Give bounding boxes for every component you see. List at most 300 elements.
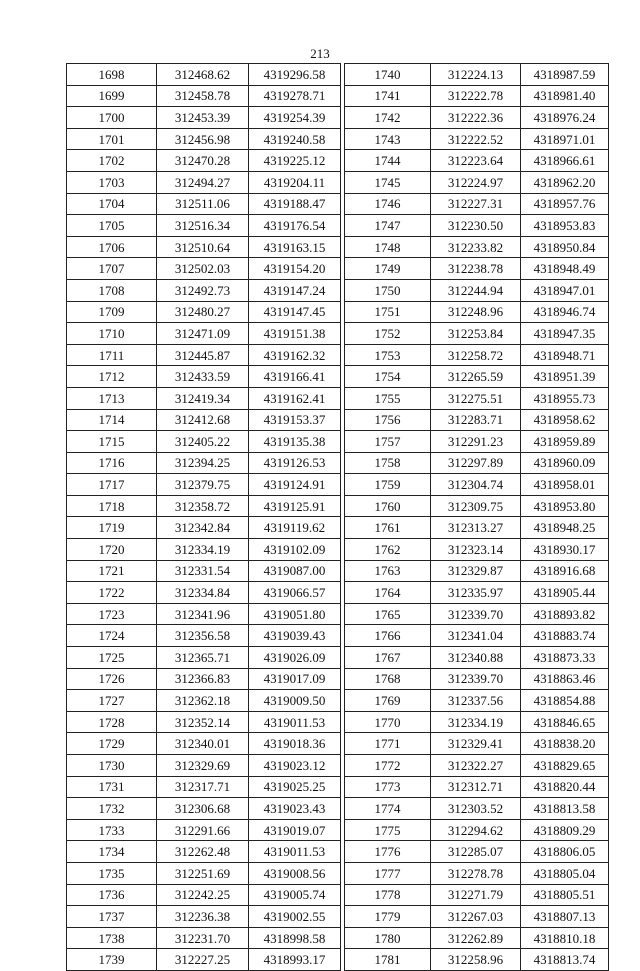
point-number-cell: 1713 bbox=[67, 387, 157, 409]
table-row bbox=[67, 949, 341, 971]
y-coordinate-cell: 4319163.15 bbox=[249, 236, 341, 258]
y-coordinate-cell: 4318946.74 bbox=[521, 301, 609, 323]
x-coordinate-cell: 312329.41 bbox=[431, 733, 521, 755]
x-coordinate-cell: 312317.71 bbox=[157, 776, 249, 798]
coordinates-table-right-body bbox=[345, 64, 609, 971]
x-coordinate-cell: 312267.03 bbox=[431, 906, 521, 928]
y-coordinate-cell: 4319011.53 bbox=[249, 711, 341, 733]
y-coordinate-cell: 4319008.56 bbox=[249, 862, 341, 884]
x-coordinate-cell: 312309.75 bbox=[431, 495, 521, 517]
x-coordinate-cell: 312339.70 bbox=[431, 668, 521, 690]
y-coordinate-cell: 4319154.20 bbox=[249, 258, 341, 280]
x-coordinate-cell: 312262.48 bbox=[157, 841, 249, 863]
table-row bbox=[67, 884, 341, 906]
point-number-cell: 1759 bbox=[345, 474, 431, 496]
x-coordinate-cell: 312471.09 bbox=[157, 323, 249, 345]
x-coordinate-cell: 312323.14 bbox=[431, 539, 521, 561]
table-row bbox=[67, 193, 341, 215]
table-row bbox=[345, 64, 609, 86]
y-coordinate-cell: 4318805.04 bbox=[521, 862, 609, 884]
point-number-cell: 1762 bbox=[345, 539, 431, 561]
x-coordinate-cell: 312313.27 bbox=[431, 517, 521, 539]
table-row bbox=[67, 171, 341, 193]
table-row bbox=[67, 236, 341, 258]
x-coordinate-cell: 312303.52 bbox=[431, 798, 521, 820]
y-coordinate-cell: 4318930.17 bbox=[521, 539, 609, 561]
point-number-cell: 1705 bbox=[67, 215, 157, 237]
table-row bbox=[345, 539, 609, 561]
y-coordinate-cell: 4318962.20 bbox=[521, 171, 609, 193]
y-coordinate-cell: 4318820.44 bbox=[521, 776, 609, 798]
x-coordinate-cell: 312335.97 bbox=[431, 582, 521, 604]
x-coordinate-cell: 312362.18 bbox=[157, 690, 249, 712]
y-coordinate-cell: 4318981.40 bbox=[521, 85, 609, 107]
x-coordinate-cell: 312419.34 bbox=[157, 387, 249, 409]
x-coordinate-cell: 312480.27 bbox=[157, 301, 249, 323]
x-coordinate-cell: 312329.69 bbox=[157, 755, 249, 777]
point-number-cell: 1757 bbox=[345, 431, 431, 453]
x-coordinate-cell: 312224.13 bbox=[431, 64, 521, 86]
table-row bbox=[345, 150, 609, 172]
point-number-cell: 1710 bbox=[67, 323, 157, 345]
x-coordinate-cell: 312306.68 bbox=[157, 798, 249, 820]
y-coordinate-cell: 4319124.91 bbox=[249, 474, 341, 496]
x-coordinate-cell: 312223.64 bbox=[431, 150, 521, 172]
x-coordinate-cell: 312238.78 bbox=[431, 258, 521, 280]
table-row bbox=[345, 755, 609, 777]
point-number-cell: 1780 bbox=[345, 927, 431, 949]
x-coordinate-cell: 312341.96 bbox=[157, 603, 249, 625]
table-row bbox=[345, 625, 609, 647]
table-row bbox=[67, 927, 341, 949]
x-coordinate-cell: 312470.28 bbox=[157, 150, 249, 172]
x-coordinate-cell: 312224.97 bbox=[431, 171, 521, 193]
table-row bbox=[67, 474, 341, 496]
y-coordinate-cell: 4319296.58 bbox=[249, 64, 341, 86]
table-row bbox=[345, 647, 609, 669]
table-row bbox=[67, 798, 341, 820]
x-coordinate-cell: 312294.62 bbox=[431, 819, 521, 841]
y-coordinate-cell: 4319018.36 bbox=[249, 733, 341, 755]
point-number-cell: 1745 bbox=[345, 171, 431, 193]
point-number-cell: 1750 bbox=[345, 279, 431, 301]
table-row bbox=[67, 668, 341, 690]
table-row bbox=[67, 150, 341, 172]
x-coordinate-cell: 312334.19 bbox=[431, 711, 521, 733]
table-row bbox=[67, 279, 341, 301]
point-number-cell: 1763 bbox=[345, 560, 431, 582]
x-coordinate-cell: 312365.71 bbox=[157, 647, 249, 669]
point-number-cell: 1708 bbox=[67, 279, 157, 301]
x-coordinate-cell: 312271.79 bbox=[431, 884, 521, 906]
y-coordinate-cell: 4318958.62 bbox=[521, 409, 609, 431]
point-number-cell: 1778 bbox=[345, 884, 431, 906]
y-coordinate-cell: 4318948.25 bbox=[521, 517, 609, 539]
point-number-cell: 1752 bbox=[345, 323, 431, 345]
y-coordinate-cell: 4319102.09 bbox=[249, 539, 341, 561]
x-coordinate-cell: 312342.84 bbox=[157, 517, 249, 539]
table-row bbox=[345, 495, 609, 517]
point-number-cell: 1729 bbox=[67, 733, 157, 755]
table-row bbox=[345, 387, 609, 409]
table-row bbox=[67, 862, 341, 884]
point-number-cell: 1776 bbox=[345, 841, 431, 863]
x-coordinate-cell: 312265.59 bbox=[431, 366, 521, 388]
x-coordinate-cell: 312358.72 bbox=[157, 495, 249, 517]
point-number-cell: 1732 bbox=[67, 798, 157, 820]
point-number-cell: 1738 bbox=[67, 927, 157, 949]
point-number-cell: 1733 bbox=[67, 819, 157, 841]
table-row bbox=[67, 755, 341, 777]
x-coordinate-cell: 312453.39 bbox=[157, 107, 249, 129]
table-row bbox=[67, 819, 341, 841]
table-row bbox=[345, 906, 609, 928]
y-coordinate-cell: 4318893.82 bbox=[521, 603, 609, 625]
point-number-cell: 1728 bbox=[67, 711, 157, 733]
x-coordinate-cell: 312356.58 bbox=[157, 625, 249, 647]
y-coordinate-cell: 4318905.44 bbox=[521, 582, 609, 604]
point-number-cell: 1764 bbox=[345, 582, 431, 604]
y-coordinate-cell: 4318957.76 bbox=[521, 193, 609, 215]
x-coordinate-cell: 312230.50 bbox=[431, 215, 521, 237]
table-row bbox=[345, 323, 609, 345]
y-coordinate-cell: 4318976.24 bbox=[521, 107, 609, 129]
x-coordinate-cell: 312312.71 bbox=[431, 776, 521, 798]
point-number-cell: 1777 bbox=[345, 862, 431, 884]
point-number-cell: 1766 bbox=[345, 625, 431, 647]
point-number-cell: 1724 bbox=[67, 625, 157, 647]
y-coordinate-cell: 4319225.12 bbox=[249, 150, 341, 172]
x-coordinate-cell: 312291.66 bbox=[157, 819, 249, 841]
point-number-cell: 1761 bbox=[345, 517, 431, 539]
x-coordinate-cell: 312492.73 bbox=[157, 279, 249, 301]
table-row bbox=[67, 128, 341, 150]
y-coordinate-cell: 4319162.32 bbox=[249, 344, 341, 366]
x-coordinate-cell: 312304.74 bbox=[431, 474, 521, 496]
point-number-cell: 1742 bbox=[345, 107, 431, 129]
y-coordinate-cell: 4319176.54 bbox=[249, 215, 341, 237]
y-coordinate-cell: 4319162.41 bbox=[249, 387, 341, 409]
point-number-cell: 1747 bbox=[345, 215, 431, 237]
y-coordinate-cell: 4318806.05 bbox=[521, 841, 609, 863]
point-number-cell: 1753 bbox=[345, 344, 431, 366]
y-coordinate-cell: 4319005.74 bbox=[249, 884, 341, 906]
y-coordinate-cell: 4318998.58 bbox=[249, 927, 341, 949]
x-coordinate-cell: 312244.94 bbox=[431, 279, 521, 301]
y-coordinate-cell: 4319023.12 bbox=[249, 755, 341, 777]
y-coordinate-cell: 4318916.68 bbox=[521, 560, 609, 582]
y-coordinate-cell: 4319039.43 bbox=[249, 625, 341, 647]
x-coordinate-cell: 312394.25 bbox=[157, 452, 249, 474]
y-coordinate-cell: 4319125.91 bbox=[249, 495, 341, 517]
table-row bbox=[67, 603, 341, 625]
y-coordinate-cell: 4318987.59 bbox=[521, 64, 609, 86]
table-row bbox=[67, 452, 341, 474]
table-row bbox=[67, 539, 341, 561]
table-row bbox=[345, 193, 609, 215]
y-coordinate-cell: 4318813.58 bbox=[521, 798, 609, 820]
x-coordinate-cell: 312231.70 bbox=[157, 927, 249, 949]
x-coordinate-cell: 312340.88 bbox=[431, 647, 521, 669]
table-row bbox=[67, 495, 341, 517]
point-number-cell: 1774 bbox=[345, 798, 431, 820]
point-number-cell: 1744 bbox=[345, 150, 431, 172]
table-row bbox=[67, 776, 341, 798]
table-row bbox=[67, 215, 341, 237]
x-coordinate-cell: 312456.98 bbox=[157, 128, 249, 150]
y-coordinate-cell: 4319126.53 bbox=[249, 452, 341, 474]
point-number-cell: 1773 bbox=[345, 776, 431, 798]
y-coordinate-cell: 4318958.01 bbox=[521, 474, 609, 496]
point-number-cell: 1772 bbox=[345, 755, 431, 777]
y-coordinate-cell: 4319254.39 bbox=[249, 107, 341, 129]
point-number-cell: 1727 bbox=[67, 690, 157, 712]
x-coordinate-cell: 312278.78 bbox=[431, 862, 521, 884]
point-number-cell: 1726 bbox=[67, 668, 157, 690]
y-coordinate-cell: 4318948.49 bbox=[521, 258, 609, 280]
x-coordinate-cell: 312297.89 bbox=[431, 452, 521, 474]
table-row bbox=[345, 582, 609, 604]
point-number-cell: 1779 bbox=[345, 906, 431, 928]
table-row bbox=[67, 366, 341, 388]
point-number-cell: 1765 bbox=[345, 603, 431, 625]
point-number-cell: 1701 bbox=[67, 128, 157, 150]
y-coordinate-cell: 4318809.29 bbox=[521, 819, 609, 841]
table-row bbox=[67, 560, 341, 582]
point-number-cell: 1754 bbox=[345, 366, 431, 388]
y-coordinate-cell: 4318863.46 bbox=[521, 668, 609, 690]
y-coordinate-cell: 4319153.37 bbox=[249, 409, 341, 431]
table-row bbox=[67, 690, 341, 712]
x-coordinate-cell: 312283.71 bbox=[431, 409, 521, 431]
y-coordinate-cell: 4318966.61 bbox=[521, 150, 609, 172]
y-coordinate-cell: 4319278.71 bbox=[249, 85, 341, 107]
table-row bbox=[345, 603, 609, 625]
point-number-cell: 1768 bbox=[345, 668, 431, 690]
y-coordinate-cell: 4319166.41 bbox=[249, 366, 341, 388]
y-coordinate-cell: 4319204.11 bbox=[249, 171, 341, 193]
x-coordinate-cell: 312258.96 bbox=[431, 949, 521, 971]
x-coordinate-cell: 312222.52 bbox=[431, 128, 521, 150]
table-row bbox=[67, 387, 341, 409]
y-coordinate-cell: 4319017.09 bbox=[249, 668, 341, 690]
point-number-cell: 1755 bbox=[345, 387, 431, 409]
point-number-cell: 1725 bbox=[67, 647, 157, 669]
table-row bbox=[67, 85, 341, 107]
y-coordinate-cell: 4318813.74 bbox=[521, 949, 609, 971]
x-coordinate-cell: 312352.14 bbox=[157, 711, 249, 733]
y-coordinate-cell: 4318854.88 bbox=[521, 690, 609, 712]
point-number-cell: 1700 bbox=[67, 107, 157, 129]
table-row bbox=[345, 258, 609, 280]
point-number-cell: 1781 bbox=[345, 949, 431, 971]
table-row bbox=[345, 690, 609, 712]
x-coordinate-cell: 312285.07 bbox=[431, 841, 521, 863]
x-coordinate-cell: 312222.36 bbox=[431, 107, 521, 129]
y-coordinate-cell: 4318950.84 bbox=[521, 236, 609, 258]
y-coordinate-cell: 4318955.73 bbox=[521, 387, 609, 409]
x-coordinate-cell: 312340.01 bbox=[157, 733, 249, 755]
x-coordinate-cell: 312275.51 bbox=[431, 387, 521, 409]
x-coordinate-cell: 312258.72 bbox=[431, 344, 521, 366]
point-number-cell: 1730 bbox=[67, 755, 157, 777]
point-number-cell: 1716 bbox=[67, 452, 157, 474]
y-coordinate-cell: 4318810.18 bbox=[521, 927, 609, 949]
table-row bbox=[67, 711, 341, 733]
y-coordinate-cell: 4319066.57 bbox=[249, 582, 341, 604]
y-coordinate-cell: 4318993.17 bbox=[249, 949, 341, 971]
y-coordinate-cell: 4318883.74 bbox=[521, 625, 609, 647]
table-row bbox=[345, 668, 609, 690]
table-row bbox=[67, 647, 341, 669]
x-coordinate-cell: 312379.75 bbox=[157, 474, 249, 496]
x-coordinate-cell: 312405.22 bbox=[157, 431, 249, 453]
table-row bbox=[345, 474, 609, 496]
coordinates-table-left bbox=[66, 63, 341, 971]
y-coordinate-cell: 4319023.43 bbox=[249, 798, 341, 820]
table-row bbox=[67, 625, 341, 647]
point-number-cell: 1743 bbox=[345, 128, 431, 150]
y-coordinate-cell: 4319002.55 bbox=[249, 906, 341, 928]
table-row bbox=[67, 344, 341, 366]
x-coordinate-cell: 312502.03 bbox=[157, 258, 249, 280]
point-number-cell: 1722 bbox=[67, 582, 157, 604]
point-number-cell: 1767 bbox=[345, 647, 431, 669]
point-number-cell: 1760 bbox=[345, 495, 431, 517]
point-number-cell: 1720 bbox=[67, 539, 157, 561]
table-row bbox=[67, 409, 341, 431]
table-row bbox=[345, 862, 609, 884]
table-row bbox=[345, 236, 609, 258]
x-coordinate-cell: 312227.25 bbox=[157, 949, 249, 971]
x-coordinate-cell: 312511.06 bbox=[157, 193, 249, 215]
table-row bbox=[345, 819, 609, 841]
y-coordinate-cell: 4319087.00 bbox=[249, 560, 341, 582]
y-coordinate-cell: 4318948.71 bbox=[521, 344, 609, 366]
table-row bbox=[67, 582, 341, 604]
table-row bbox=[345, 215, 609, 237]
x-coordinate-cell: 312248.96 bbox=[431, 301, 521, 323]
table-row bbox=[345, 431, 609, 453]
x-coordinate-cell: 312262.89 bbox=[431, 927, 521, 949]
x-coordinate-cell: 312222.78 bbox=[431, 85, 521, 107]
x-coordinate-cell: 312331.54 bbox=[157, 560, 249, 582]
x-coordinate-cell: 312291.23 bbox=[431, 431, 521, 453]
point-number-cell: 1711 bbox=[67, 344, 157, 366]
point-number-cell: 1704 bbox=[67, 193, 157, 215]
y-coordinate-cell: 4318971.01 bbox=[521, 128, 609, 150]
y-coordinate-cell: 4318951.39 bbox=[521, 366, 609, 388]
x-coordinate-cell: 312468.62 bbox=[157, 64, 249, 86]
point-number-cell: 1707 bbox=[67, 258, 157, 280]
x-coordinate-cell: 312494.27 bbox=[157, 171, 249, 193]
point-number-cell: 1758 bbox=[345, 452, 431, 474]
y-coordinate-cell: 4318807.13 bbox=[521, 906, 609, 928]
table-row bbox=[67, 431, 341, 453]
table-row bbox=[345, 949, 609, 971]
y-coordinate-cell: 4319051.80 bbox=[249, 603, 341, 625]
point-number-cell: 1737 bbox=[67, 906, 157, 928]
table-row bbox=[345, 517, 609, 539]
x-coordinate-cell: 312458.78 bbox=[157, 85, 249, 107]
point-number-cell: 1702 bbox=[67, 150, 157, 172]
table-row bbox=[345, 711, 609, 733]
y-coordinate-cell: 4319147.24 bbox=[249, 279, 341, 301]
coordinates-table-right bbox=[344, 63, 609, 971]
table-row bbox=[67, 64, 341, 86]
x-coordinate-cell: 312341.04 bbox=[431, 625, 521, 647]
point-number-cell: 1706 bbox=[67, 236, 157, 258]
x-coordinate-cell: 312337.56 bbox=[431, 690, 521, 712]
y-coordinate-cell: 4318960.09 bbox=[521, 452, 609, 474]
x-coordinate-cell: 312251.69 bbox=[157, 862, 249, 884]
point-number-cell: 1703 bbox=[67, 171, 157, 193]
x-coordinate-cell: 312339.70 bbox=[431, 603, 521, 625]
table-row bbox=[67, 841, 341, 863]
x-coordinate-cell: 312322.27 bbox=[431, 755, 521, 777]
point-number-cell: 1756 bbox=[345, 409, 431, 431]
x-coordinate-cell: 312412.68 bbox=[157, 409, 249, 431]
table-row bbox=[345, 776, 609, 798]
y-coordinate-cell: 4318947.01 bbox=[521, 279, 609, 301]
y-coordinate-cell: 4319151.38 bbox=[249, 323, 341, 345]
point-number-cell: 1714 bbox=[67, 409, 157, 431]
y-coordinate-cell: 4319009.50 bbox=[249, 690, 341, 712]
point-number-cell: 1718 bbox=[67, 495, 157, 517]
point-number-cell: 1770 bbox=[345, 711, 431, 733]
x-coordinate-cell: 312510.64 bbox=[157, 236, 249, 258]
y-coordinate-cell: 4318846.65 bbox=[521, 711, 609, 733]
table-row bbox=[345, 344, 609, 366]
x-coordinate-cell: 312334.19 bbox=[157, 539, 249, 561]
x-coordinate-cell: 312516.34 bbox=[157, 215, 249, 237]
x-coordinate-cell: 312433.59 bbox=[157, 366, 249, 388]
table-row bbox=[67, 517, 341, 539]
table-row bbox=[67, 107, 341, 129]
y-coordinate-cell: 4318953.83 bbox=[521, 215, 609, 237]
point-number-cell: 1715 bbox=[67, 431, 157, 453]
table-row bbox=[345, 85, 609, 107]
point-number-cell: 1771 bbox=[345, 733, 431, 755]
point-number-cell: 1712 bbox=[67, 366, 157, 388]
y-coordinate-cell: 4318838.20 bbox=[521, 733, 609, 755]
y-coordinate-cell: 4318959.89 bbox=[521, 431, 609, 453]
table-row bbox=[345, 128, 609, 150]
point-number-cell: 1739 bbox=[67, 949, 157, 971]
point-number-cell: 1775 bbox=[345, 819, 431, 841]
coordinates-table-left-body bbox=[67, 64, 341, 971]
point-number-cell: 1751 bbox=[345, 301, 431, 323]
table-row bbox=[345, 171, 609, 193]
point-number-cell: 1746 bbox=[345, 193, 431, 215]
point-number-cell: 1734 bbox=[67, 841, 157, 863]
point-number-cell: 1735 bbox=[67, 862, 157, 884]
x-coordinate-cell: 312334.84 bbox=[157, 582, 249, 604]
point-number-cell: 1736 bbox=[67, 884, 157, 906]
table-row bbox=[345, 107, 609, 129]
x-coordinate-cell: 312366.83 bbox=[157, 668, 249, 690]
y-coordinate-cell: 4319135.38 bbox=[249, 431, 341, 453]
y-coordinate-cell: 4319011.53 bbox=[249, 841, 341, 863]
point-number-cell: 1698 bbox=[67, 64, 157, 86]
x-coordinate-cell: 312445.87 bbox=[157, 344, 249, 366]
x-coordinate-cell: 312242.25 bbox=[157, 884, 249, 906]
y-coordinate-cell: 4318873.33 bbox=[521, 647, 609, 669]
y-coordinate-cell: 4318805.51 bbox=[521, 884, 609, 906]
table-row bbox=[67, 323, 341, 345]
y-coordinate-cell: 4318953.80 bbox=[521, 495, 609, 517]
table-row bbox=[345, 452, 609, 474]
